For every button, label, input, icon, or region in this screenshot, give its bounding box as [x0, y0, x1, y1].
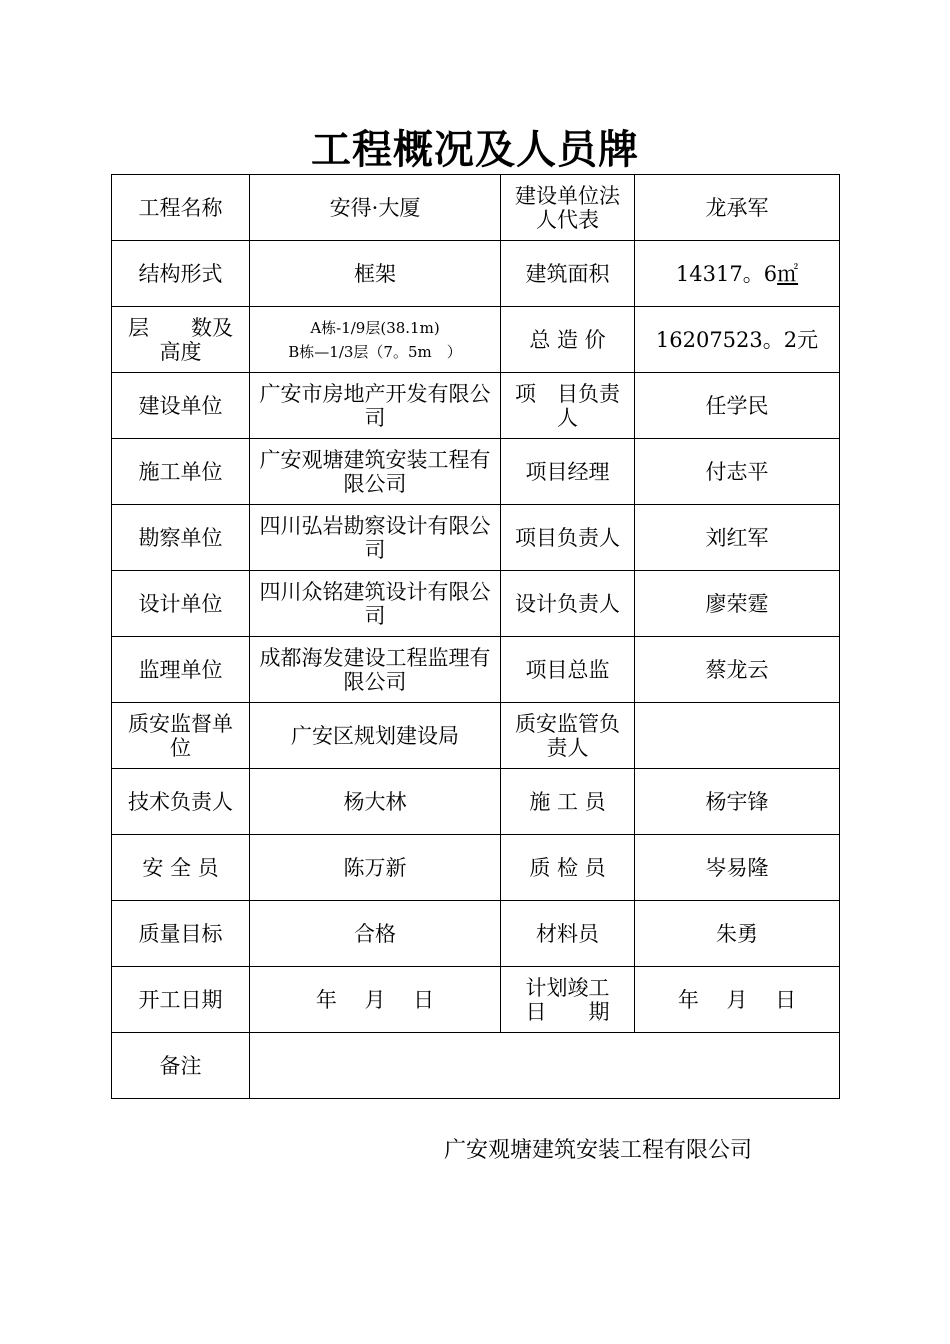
- value-planned-completion: 年 月 日: [635, 967, 840, 1033]
- table-row: [112, 373, 840, 439]
- label-material-officer: 材料员: [501, 901, 635, 967]
- label-design-leader: 设计负责人: [501, 571, 635, 637]
- floors-line-a: A栋-1/9层(38.1m): [310, 318, 440, 337]
- page-title: 工程概况及人员牌: [311, 127, 639, 173]
- value-remarks: [250, 1033, 840, 1099]
- table-row: [112, 175, 840, 241]
- label-quality-goal: 质量目标: [112, 901, 250, 967]
- table-row: [112, 241, 840, 307]
- value-quality-safety-unit: 广安区规划建设局: [250, 703, 501, 769]
- project-info-table: [111, 174, 840, 1099]
- label-construction-worker: 施 工 员: [501, 769, 635, 835]
- value-survey-leader: 刘红军: [635, 505, 840, 571]
- table-row: [112, 901, 840, 967]
- table-row: [112, 439, 840, 505]
- table-row: [112, 571, 840, 637]
- label-survey-leader: 项目负责人: [501, 505, 635, 571]
- table-row: [112, 505, 840, 571]
- value-construction-unit: 广安市房地产开发有限公司: [250, 373, 501, 439]
- footer-company: 广安观塘建筑安装工程有限公司: [444, 1138, 753, 1163]
- label-design-unit: 设计单位: [112, 571, 250, 637]
- value-safety-officer: 陈万新: [250, 835, 501, 901]
- label-quality-safety-leader: 质安监管负责人: [501, 703, 635, 769]
- value-design-unit: 四川众铭建筑设计有限公司: [250, 571, 501, 637]
- value-construction-worker: 杨宇锋: [635, 769, 840, 835]
- value-floor-area: [635, 241, 840, 307]
- label-structure: 结构形式: [112, 241, 250, 307]
- label-supervision-unit: 监理单位: [112, 637, 250, 703]
- floor-area-number: 14317。6: [675, 261, 778, 286]
- value-technical-leader: 杨大林: [250, 769, 501, 835]
- floors-line-b: B栋—1/3层（7。5m ）: [288, 342, 462, 361]
- label-project-name: 工程名称: [112, 175, 250, 241]
- label-chief-supervisor: 项目总监: [501, 637, 635, 703]
- table-row: [112, 1033, 840, 1099]
- value-total-cost: 16207523。2元: [635, 307, 840, 373]
- table-row: [112, 967, 840, 1033]
- label-quality-safety-unit: 质安监督单位: [112, 703, 250, 769]
- label-construction-unit: 建设单位: [112, 373, 250, 439]
- value-start-date: 年 月 日: [250, 967, 501, 1033]
- label-contractor: 施工单位: [112, 439, 250, 505]
- label-remarks: 备注: [112, 1033, 250, 1099]
- label-technical-leader: 技术负责人: [112, 769, 250, 835]
- value-design-leader: 廖荣霆: [635, 571, 840, 637]
- value-project-name: 安得·大厦: [250, 175, 501, 241]
- planned-completion-line-2: 日 期: [525, 999, 610, 1024]
- planned-completion-line-1: 计划竣工: [525, 975, 610, 1000]
- label-floor-area: 建筑面积: [501, 241, 635, 307]
- label-quality-inspector: 质 检 员: [501, 835, 635, 901]
- value-legal-rep: 龙承军: [635, 175, 840, 241]
- value-material-officer: 朱勇: [635, 901, 840, 967]
- table-row: [112, 637, 840, 703]
- value-floors-height: [250, 307, 501, 373]
- table-row: [112, 703, 840, 769]
- floor-area-unit: ㎡: [777, 261, 799, 286]
- table-row: [112, 835, 840, 901]
- label-floors-height: 层 数及高度: [112, 307, 250, 373]
- label-project-manager: 项目经理: [501, 439, 635, 505]
- value-structure: 框架: [250, 241, 501, 307]
- label-planned-completion: [501, 967, 635, 1033]
- value-survey-unit: 四川弘岩勘察设计有限公司: [250, 505, 501, 571]
- value-quality-goal: 合格: [250, 901, 501, 967]
- label-survey-unit: 勘察单位: [112, 505, 250, 571]
- table-row: [112, 307, 840, 373]
- label-safety-officer: 安 全 员: [112, 835, 250, 901]
- table-row: [112, 769, 840, 835]
- label-total-cost: 总 造 价: [501, 307, 635, 373]
- value-project-manager: 付志平: [635, 439, 840, 505]
- label-legal-rep: 建设单位法人代表: [501, 175, 635, 241]
- label-start-date: 开工日期: [112, 967, 250, 1033]
- value-supervision-unit: 成都海发建设工程监理有限公司: [250, 637, 501, 703]
- value-quality-safety-leader: [635, 703, 840, 769]
- value-contractor: 广安观塘建筑安装工程有限公司: [250, 439, 501, 505]
- label-project-leader: 项 目负责人: [501, 373, 635, 439]
- value-chief-supervisor: 蔡龙云: [635, 637, 840, 703]
- value-quality-inspector: 岑易隆: [635, 835, 840, 901]
- value-project-leader: 任学民: [635, 373, 840, 439]
